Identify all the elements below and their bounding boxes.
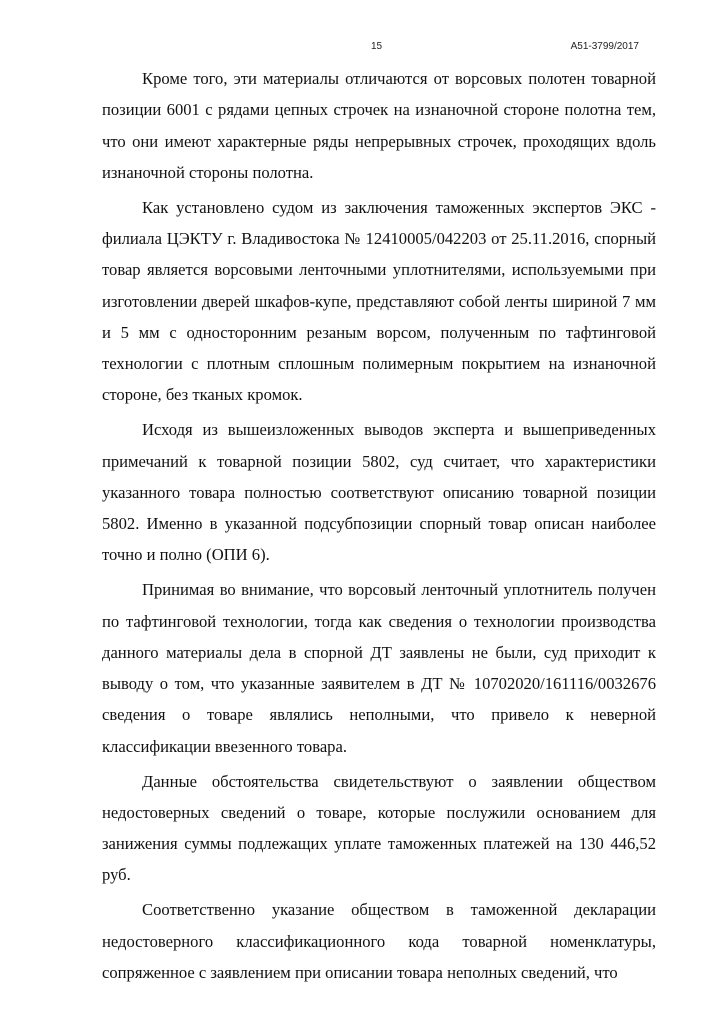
paragraph: Исходя из вышеизложенных выводов эксперта и вышеприведенных примечаний к товарной позиции 5802, суд считает, что характеристики указанного товара полностью соответствуют описанию товарной позиции 5802. Именно в указанной подсубпозиции спорный товар описан наиболее точно и полно (ОПИ 6). [102,420,656,565]
paragraph: Кроме того, эти материалы отличаются от ворсовых полотен товарной позиции 6001 с рядами цепных строчек на изнаночной стороне полотна тем, что они имеют характерные ряды непрерывных строчек, проходящих вдоль изнаночной стороны полотна. [102,69,656,182]
paragraph: Соответственно указание обществом в таможенной декларации недостоверного классификационного кода товарной номенклатуры, сопряженное с заявлением при описании товара неполных сведений, что [102,900,656,982]
document-body [102,63,656,988]
case-number: А51-3799/2017 [570,41,639,52]
page-number: 15 [371,41,383,52]
paragraph: Как установлено судом из заключения таможенных экспертов ЭКС - филиала ЦЭКТУ г. Владивостока № 12410005/042203 от 25.11.2016, спорный товар является ворсовыми ленточными уплотнителями, используемыми при изготовлении дверей шкафов-купе, представляют собой ленты шириной 7 мм и 5 мм с односторонним резаным ворсом, полученным по тафтинговой технологии с плотным сплошным полимерным покрытием на изнаночной стороне, без тканых кромок. [102,197,656,405]
paragraph: Данные обстоятельства свидетельствуют о заявлении обществом недостоверных сведений о товаре, которые послужили основанием для занижения суммы подлежащих уплате таможенных платежей на 130 446,52 руб. [102,771,656,885]
paragraph: Принимая во внимание, что ворсовый ленточный уплотнитель получен по тафтинговой технологии, тогда как сведения о технологии производства данного материалы дела в спорной ДТ заявлены не были, суд приходит к выводу о том, что указанные заявителем в ДТ № 10702020/161116/0032676 сведения о товаре являлись неполными, что привело к неверной классификации ввезенного товара. [102,580,656,756]
